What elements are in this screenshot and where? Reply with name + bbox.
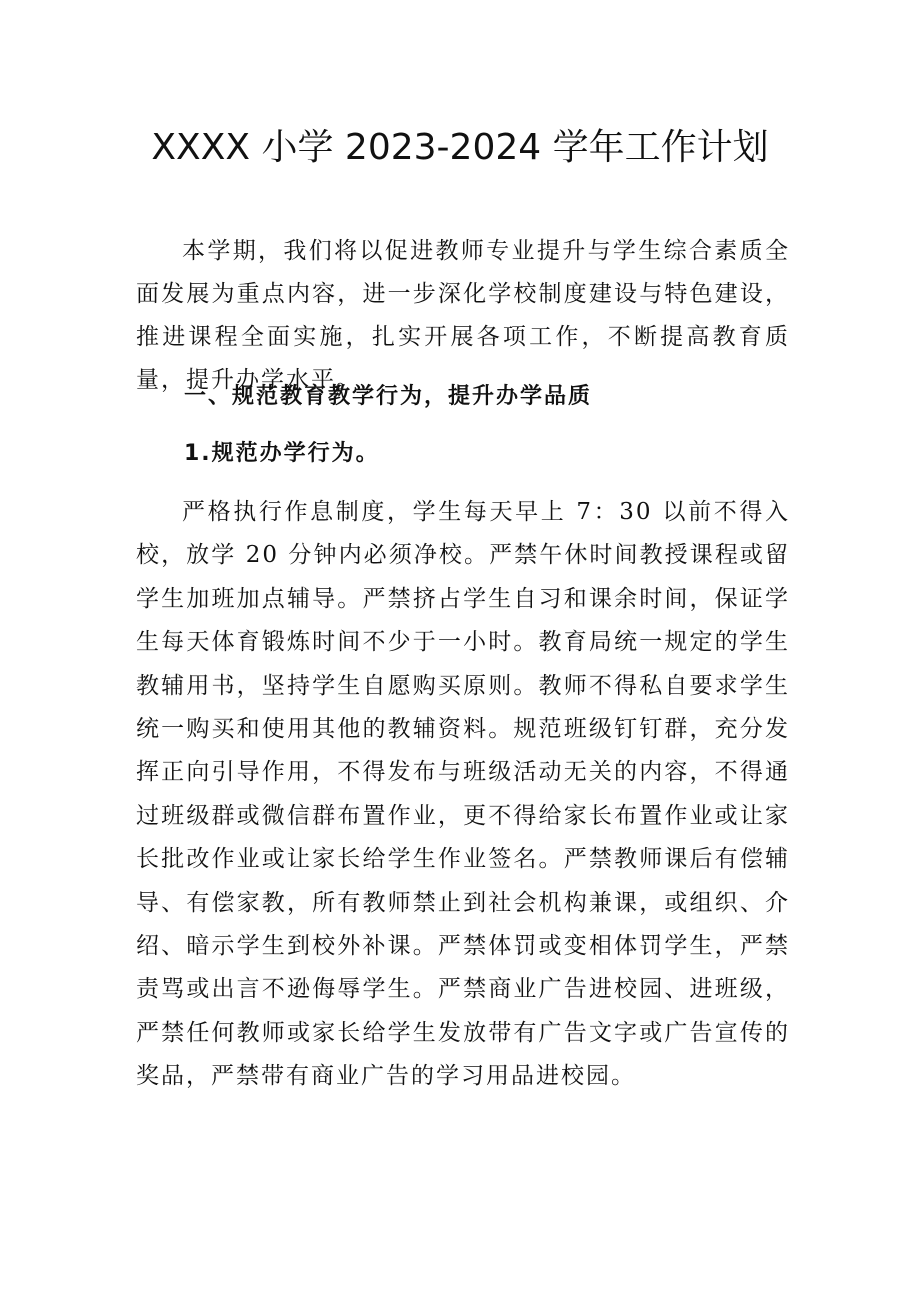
body-paragraph: 严格执行作息制度，学生每天早上 7：30 以前不得入校，放学 20 分钟内必须净校。严禁午休时间教授课程或留学生加班加点辅导。严禁挤占学生自习和课余时间，保证学生每天体育锻炼时间不少于一小时。教育局统一规定的学生教辅用书，坚持学生自愿购买原则。教师不得私自要求学生统一购买和使用其他的教辅资料。规范班级钉钉群，充分发挥正向引导作用，不得发布与班级活动无关的内容，不得通过班级群或微信群布置作业，更不得给家长布置作业或让家长批改作业或让家长给学生作业签名。严禁教师课后有偿辅导、有偿家教，所有教师禁止到社会机构兼课，或组织、介绍、暗示学生到校外补课。严禁体罚或变相体罚学生，严禁责骂或出言不逊侮辱学生。严禁商业广告进校园、进班级，严禁任何教师或家长给学生发放带有广告文字或广告宣传的奖品，严禁带有商业广告的学习用品进校园。 [136, 499, 790, 1090]
intro-paragraph: 本学期，我们将以促进教师专业提升与学生综合素质全面发展为重点内容，进一步深化学校制度建设与特色建设，推进课程全面实施，扎实开展各项工作，不断提高教育质量，提升办学水平。 [136, 238, 790, 393]
document-title: XXXX 小学 2023-2024 学年工作计划 [151, 127, 769, 168]
subsection-heading: 1.规范办学行为。 [184, 441, 380, 466]
section-heading: 一、规范教育教学行为，提升办学品质 [184, 384, 593, 409]
